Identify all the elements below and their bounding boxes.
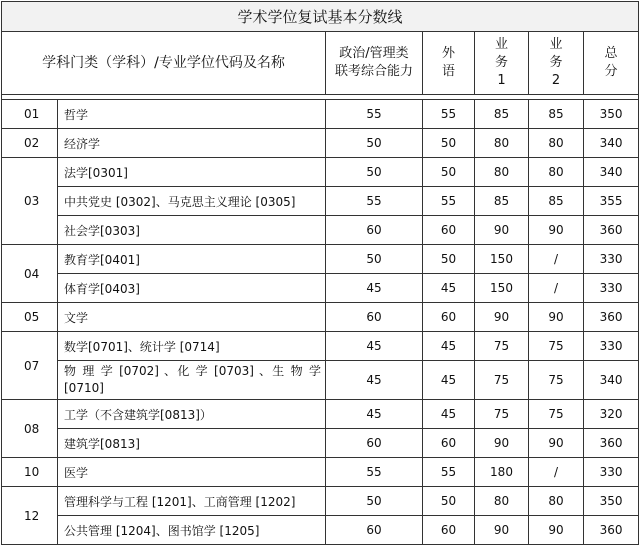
table-row (2, 458, 639, 487)
total-score: 320 (584, 400, 639, 429)
header-biz2-line2: 务 (549, 55, 563, 70)
discipline-name: 体育学[0403] (58, 274, 326, 303)
business-1-score: 180 (475, 458, 529, 487)
table-caption: 学术学位复试基本分数线 (2, 2, 639, 32)
discipline-name: 文学 (58, 303, 326, 332)
business-1-score: 85 (475, 187, 529, 216)
foreign-language-score: 60 (423, 429, 475, 458)
business-2-score: 85 (529, 187, 584, 216)
foreign-language-score: 55 (423, 458, 475, 487)
score-table (1, 1, 639, 545)
foreign-language-score: 50 (423, 158, 475, 187)
table-row (2, 129, 639, 158)
header-total-line1: 总 (604, 46, 618, 61)
business-2-score: 90 (529, 516, 584, 545)
table-row (2, 245, 639, 274)
politics-score: 60 (326, 303, 423, 332)
header-subject: 学科门类（学科）/专业学位代码及名称 (2, 32, 326, 95)
business-1-score: 150 (475, 245, 529, 274)
discipline-code: 03 (2, 158, 58, 245)
total-score: 355 (584, 187, 639, 216)
total-score: 360 (584, 429, 639, 458)
discipline-code: 01 (2, 100, 58, 129)
business-2-score: 75 (529, 361, 584, 400)
header-biz2-line1: 业 (549, 37, 563, 52)
table-row (2, 303, 639, 332)
header-total-line2: 分 (604, 64, 618, 79)
header-foreign-line1: 外 (441, 46, 455, 61)
caption-row (2, 2, 639, 32)
foreign-language-score: 60 (423, 516, 475, 545)
business-2-score: 90 (529, 216, 584, 245)
total-score: 330 (584, 332, 639, 361)
politics-score: 55 (326, 458, 423, 487)
table-row (2, 216, 639, 245)
foreign-language-score: 55 (423, 100, 475, 129)
business-2-score: 80 (529, 158, 584, 187)
header-biz1-line2: 务 (494, 55, 508, 70)
business-1-score: 90 (475, 516, 529, 545)
business-2-score: 75 (529, 400, 584, 429)
header-total (584, 32, 639, 95)
business-1-score: 80 (475, 158, 529, 187)
politics-score: 60 (326, 516, 423, 545)
table-row (2, 100, 639, 129)
business-2-score: 75 (529, 332, 584, 361)
header-biz2-line3: 2 (551, 73, 561, 88)
discipline-name: 工学（不含建筑学[0813]） (58, 400, 326, 429)
table-row (2, 516, 639, 545)
header-business-1 (475, 32, 529, 95)
politics-score: 45 (326, 332, 423, 361)
discipline-name: 医学 (58, 458, 326, 487)
business-2-score: 80 (529, 487, 584, 516)
discipline-code: 12 (2, 487, 58, 545)
discipline-name: 公共管理 [1204]、图书馆学 [1205] (58, 516, 326, 545)
politics-score: 60 (326, 216, 423, 245)
business-2-score: 85 (529, 100, 584, 129)
discipline-name: 哲学 (58, 100, 326, 129)
business-2-score: 80 (529, 129, 584, 158)
business-1-score: 90 (475, 429, 529, 458)
foreign-language-score: 60 (423, 303, 475, 332)
header-row (2, 32, 639, 95)
foreign-language-score: 45 (423, 361, 475, 400)
business-2-score: / (529, 274, 584, 303)
discipline-name: 管理科学与工程 [1201]、工商管理 [1202] (58, 487, 326, 516)
business-2-score: 90 (529, 429, 584, 458)
politics-score: 60 (326, 429, 423, 458)
total-score: 360 (584, 516, 639, 545)
table-row (2, 158, 639, 187)
table-row (2, 274, 639, 303)
discipline-code: 02 (2, 129, 58, 158)
business-2-score: / (529, 245, 584, 274)
politics-score: 50 (326, 129, 423, 158)
discipline-code: 07 (2, 332, 58, 400)
total-score: 350 (584, 487, 639, 516)
business-1-score: 85 (475, 100, 529, 129)
total-score: 360 (584, 216, 639, 245)
discipline-name: 法学[0301] (58, 158, 326, 187)
header-biz1-line1: 业 (494, 37, 508, 52)
discipline-name: 物 理 学 [0702] 、化 学 [0703] 、生 物 学 [0710] (58, 361, 326, 400)
discipline-name: 教育学[0401] (58, 245, 326, 274)
total-score: 330 (584, 274, 639, 303)
foreign-language-score: 45 (423, 332, 475, 361)
table-row (2, 187, 639, 216)
business-1-score: 80 (475, 487, 529, 516)
foreign-language-score: 55 (423, 187, 475, 216)
foreign-language-score: 50 (423, 487, 475, 516)
total-score: 340 (584, 158, 639, 187)
politics-score: 45 (326, 274, 423, 303)
politics-score: 55 (326, 187, 423, 216)
discipline-name: 建筑学[0813] (58, 429, 326, 458)
business-1-score: 90 (475, 303, 529, 332)
politics-score: 55 (326, 100, 423, 129)
table-row (2, 400, 639, 429)
politics-score: 50 (326, 158, 423, 187)
discipline-code: 08 (2, 400, 58, 458)
header-foreign-line2: 语 (441, 64, 455, 79)
discipline-name: 社会学[0303] (58, 216, 326, 245)
total-score: 360 (584, 303, 639, 332)
business-1-score: 90 (475, 216, 529, 245)
total-score: 350 (584, 100, 639, 129)
header-biz1-line3: 1 (497, 73, 506, 88)
table-row (2, 332, 639, 361)
business-1-score: 80 (475, 129, 529, 158)
table-row (2, 429, 639, 458)
foreign-language-score: 45 (423, 274, 475, 303)
discipline-name: 经济学 (58, 129, 326, 158)
discipline-name: 中共党史 [0302]、马克思主义理论 [0305] (58, 187, 326, 216)
discipline-code: 10 (2, 458, 58, 487)
business-2-score: 90 (529, 303, 584, 332)
table-row (2, 487, 639, 516)
business-1-score: 75 (475, 332, 529, 361)
foreign-language-score: 60 (423, 216, 475, 245)
discipline-code: 05 (2, 303, 58, 332)
politics-score: 50 (326, 487, 423, 516)
foreign-language-score: 50 (423, 245, 475, 274)
business-1-score: 75 (475, 400, 529, 429)
header-politics-line1: 政治/管理类 (339, 46, 409, 61)
business-1-score: 75 (475, 361, 529, 400)
foreign-language-score: 50 (423, 129, 475, 158)
discipline-code: 04 (2, 245, 58, 303)
business-2-score: / (529, 458, 584, 487)
foreign-language-score: 45 (423, 400, 475, 429)
total-score: 330 (584, 245, 639, 274)
politics-score: 45 (326, 361, 423, 400)
total-score: 340 (584, 361, 639, 400)
total-score: 330 (584, 458, 639, 487)
politics-score: 45 (326, 400, 423, 429)
header-politics (326, 32, 423, 95)
header-business-2 (529, 32, 584, 95)
table-row (2, 361, 639, 400)
header-politics-line2: 联考综合能力 (334, 64, 413, 79)
header-foreign (423, 32, 475, 95)
politics-score: 50 (326, 245, 423, 274)
total-score: 340 (584, 129, 639, 158)
business-1-score: 150 (475, 274, 529, 303)
discipline-name: 数学[0701]、统计学 [0714] (58, 332, 326, 361)
